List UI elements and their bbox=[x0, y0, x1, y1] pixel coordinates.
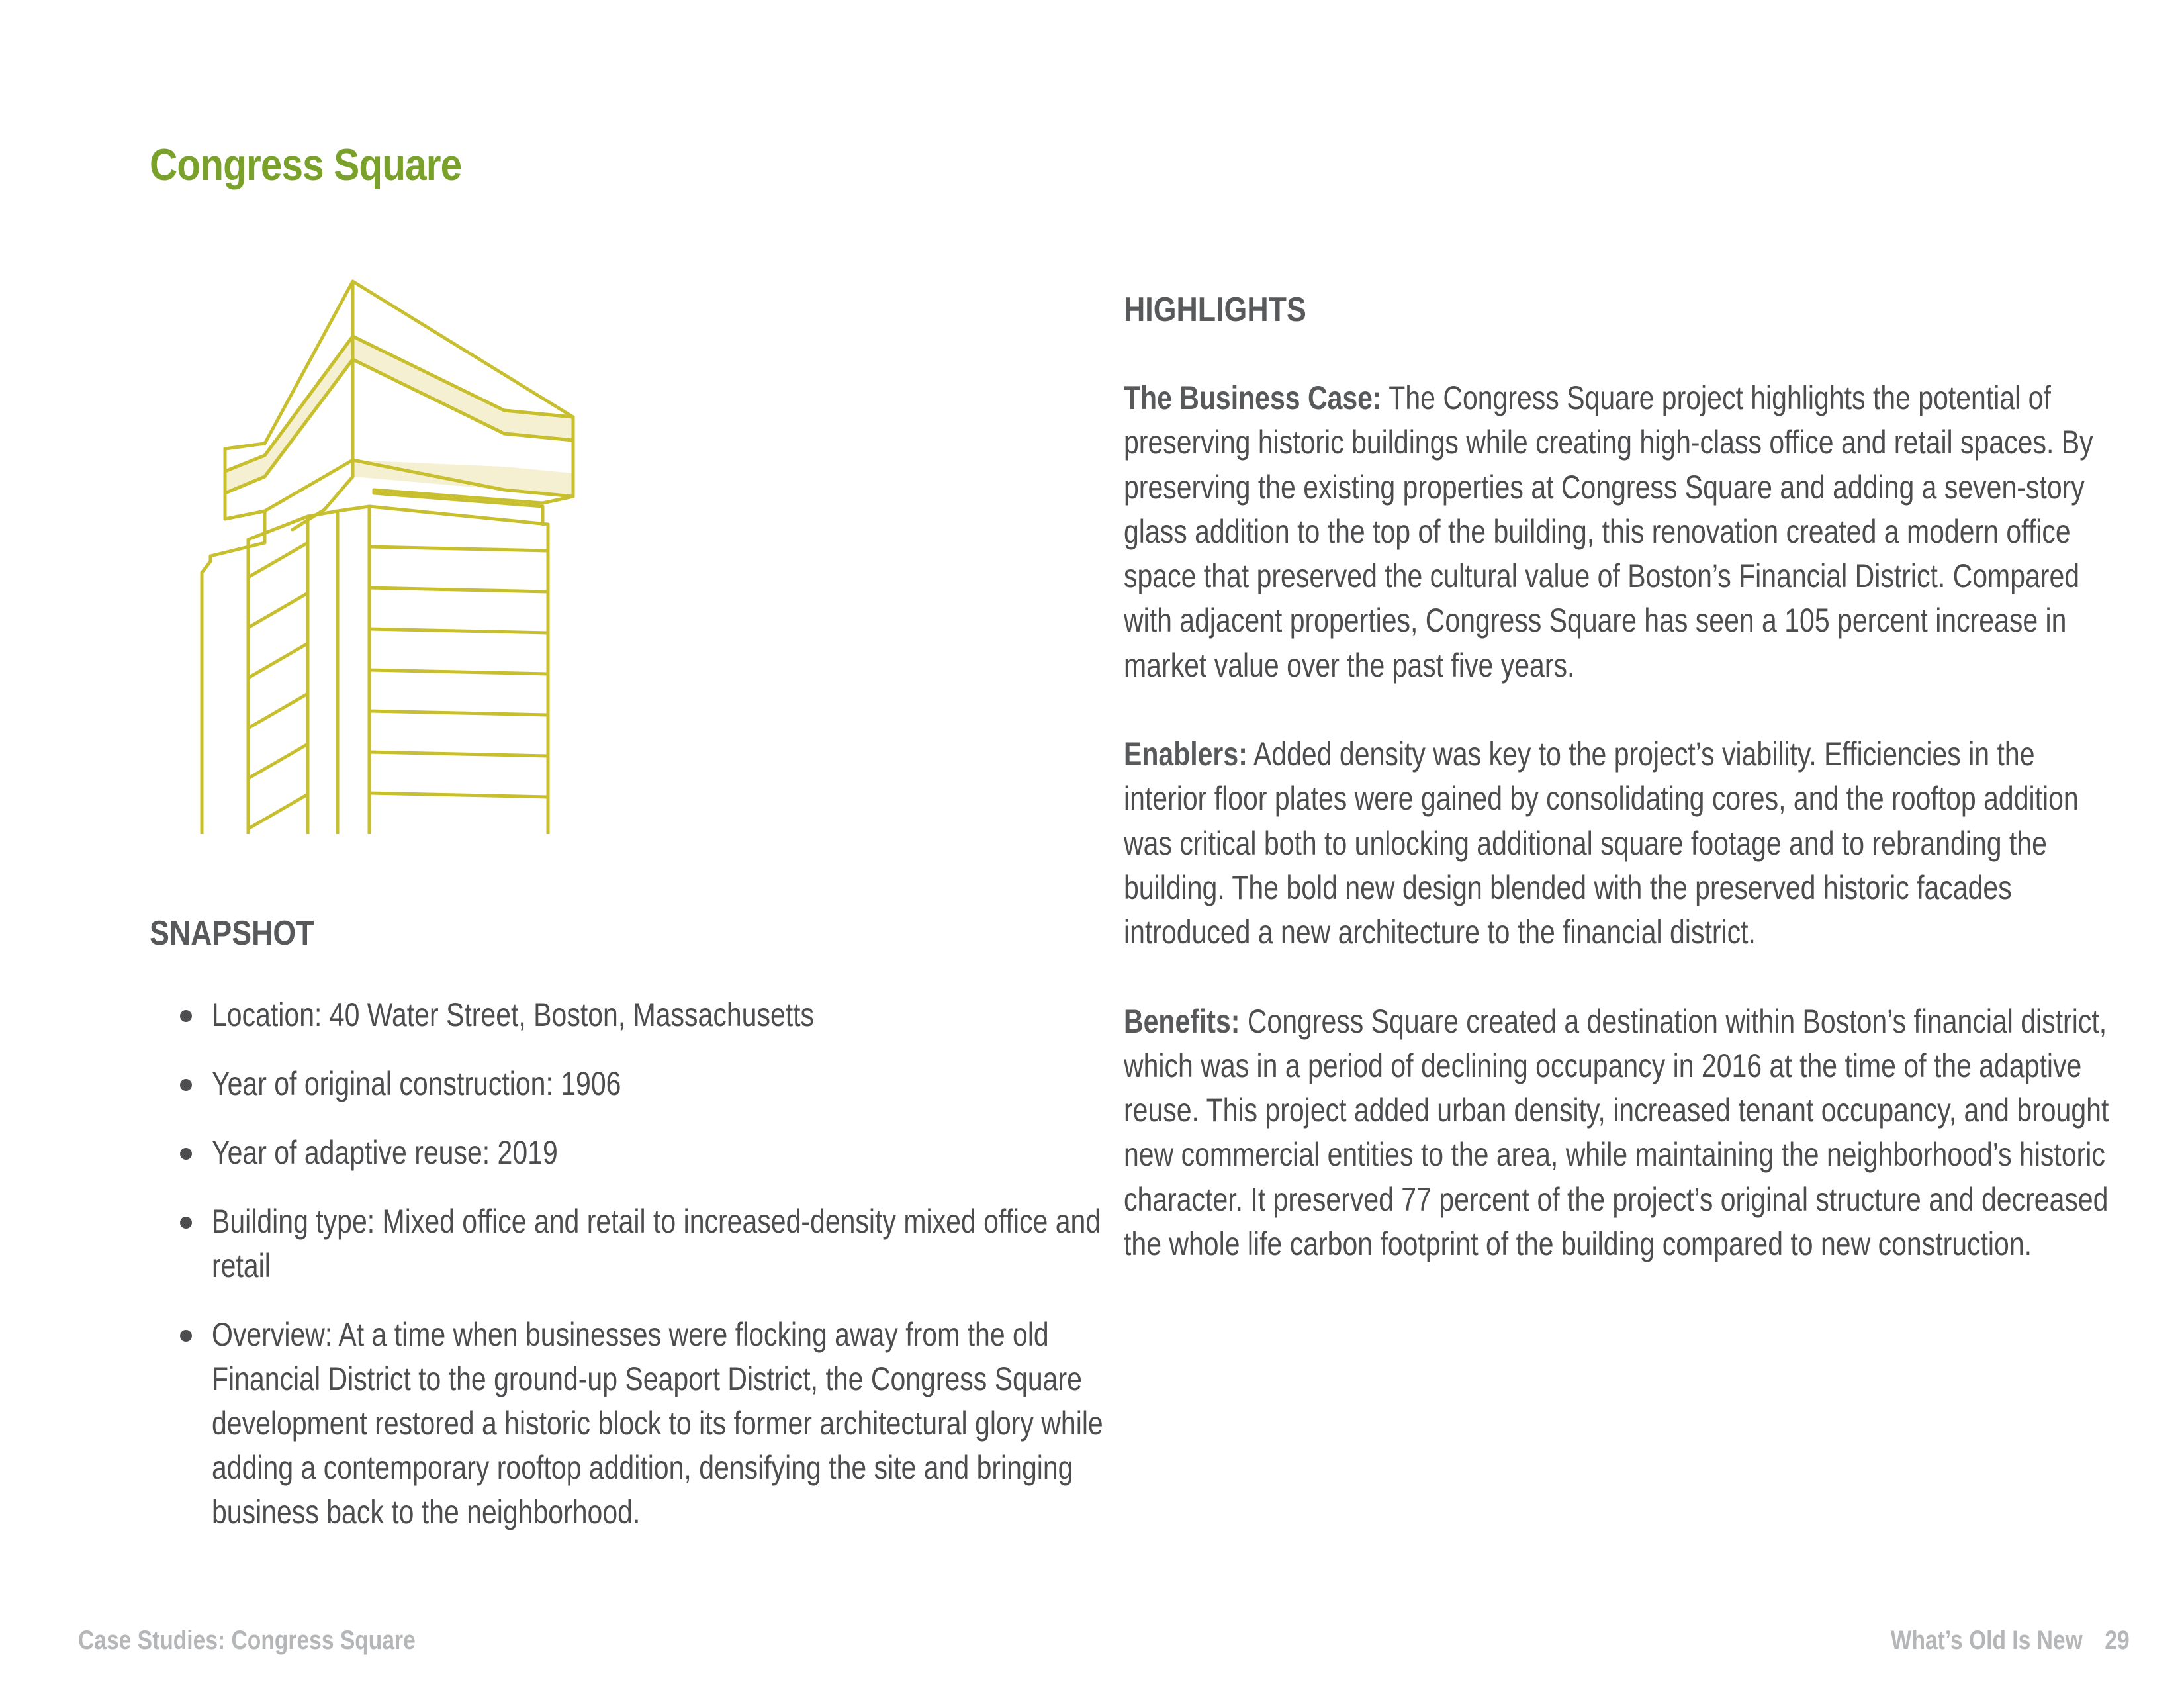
building-illustration-icon bbox=[199, 278, 596, 834]
highlights-body bbox=[1124, 376, 2116, 1311]
footer-publication-title: What’s Old Is New bbox=[1891, 1626, 2083, 1655]
list-item bbox=[177, 1062, 1117, 1106]
snapshot-overview: Overview: At a time when businesses were flocking away from the old Financial District to the ground-up Seaport District, the Congress Square development restored a historic block to its former architectural glory while adding a contemporary rooftop addition, densifying the site and bringing business back to the neighborhood. bbox=[212, 1316, 1103, 1530]
business-case-label: The Business Case: bbox=[1124, 379, 1382, 416]
highlights-heading: HIGHLIGHTS bbox=[1124, 291, 1306, 329]
page-title: Congress Square bbox=[150, 140, 462, 190]
benefits-paragraph bbox=[1124, 1000, 2117, 1267]
enablers-label: Enablers: bbox=[1124, 735, 1248, 773]
list-item bbox=[177, 993, 1117, 1037]
enablers-text: Added density was key to the project’s viability. Efficiencies in the interior floor plates were gained by consolidating cores, and the rooftop addition was critical both to unlocking additional square footage and to rebranding the building. The bold new design blended with the preserved historic facades introduced a new architecture to the financial district. bbox=[1124, 735, 2079, 951]
list-item bbox=[177, 1313, 1117, 1534]
snapshot-building-type: Building type: Mixed office and retail to increased-density mixed office and retail bbox=[212, 1203, 1101, 1284]
snapshot-year-reuse: Year of adaptive reuse: 2019 bbox=[212, 1134, 558, 1171]
snapshot-heading: SNAPSHOT bbox=[150, 914, 314, 953]
footer-publication bbox=[1891, 1626, 2130, 1656]
snapshot-year-original: Year of original construction: 1906 bbox=[212, 1065, 621, 1102]
snapshot-list bbox=[177, 993, 1117, 1559]
page-number: 29 bbox=[2105, 1626, 2130, 1655]
list-item bbox=[177, 1199, 1117, 1288]
benefits-text: Congress Square created a destination within Boston’s financial district, which was in a period of declining occupancy in 2016 at the time of the adaptive reuse. This project added urban density, increased tenant occupancy, and brought new commercial entities to the area, while maintaining the neighborhood’s historic character. It preserved 77 percent of the project’s original structure and decreased the whole life carbon footprint of the building compared to new construction. bbox=[1124, 1002, 2109, 1263]
list-item bbox=[177, 1131, 1117, 1175]
footer-section-title: Case Studies: Congress Square bbox=[78, 1626, 416, 1655]
enablers-paragraph bbox=[1124, 732, 2117, 955]
benefits-label: Benefits: bbox=[1124, 1002, 1240, 1040]
business-case-text: The Congress Square project highlights the potential of preserving historic buildings while creating high-class office and retail spaces. By preserving the existing properties at Congress Square and adding a seven-story glass addition to the top of the building, this renovation created a modern office space that preserved the cultural value of Boston’s Financial District. Compared with adjacent properties, Congress Square has seen a 105 percent increase in market value over the past five years. bbox=[1124, 379, 2093, 684]
business-case-paragraph bbox=[1124, 376, 2117, 688]
snapshot-location: Location: 40 Water Street, Boston, Massachusetts bbox=[212, 996, 815, 1033]
